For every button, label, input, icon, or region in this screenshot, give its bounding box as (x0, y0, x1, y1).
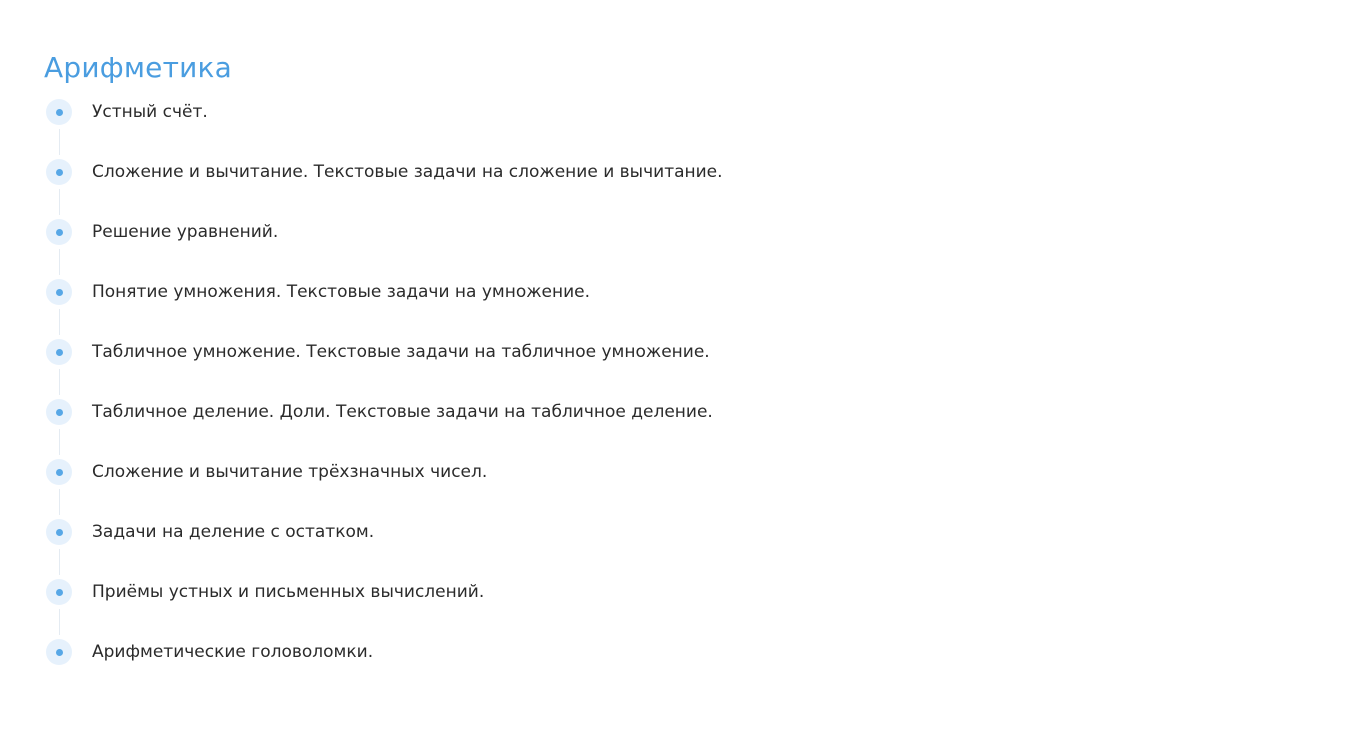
list-item (44, 278, 1304, 338)
list-item (44, 98, 1304, 158)
list-item (44, 518, 1304, 578)
topic-label: Понятие умножения. Текстовые задачи на умножение. (92, 282, 591, 302)
dot-bullet-icon (46, 579, 72, 605)
timeline-connector (59, 549, 60, 575)
topic-label: Устный счёт. (92, 102, 208, 122)
timeline-connector (59, 249, 60, 275)
topic-label: Решение уравнений. (92, 222, 279, 242)
list-item (44, 638, 1304, 674)
list-item (44, 158, 1304, 218)
dot-bullet-icon (46, 339, 72, 365)
dot-bullet-icon (46, 279, 72, 305)
dot-bullet-icon (46, 519, 72, 545)
topic-label: Табличное умножение. Текстовые задачи на табличное умножение. (92, 342, 710, 362)
timeline-connector (59, 129, 60, 155)
dot-bullet-icon (46, 99, 72, 125)
topic-label: Сложение и вычитание трёхзначных чисел. (92, 462, 488, 482)
dot-bullet-icon (46, 639, 72, 665)
dot-bullet-icon (46, 159, 72, 185)
timeline-connector (59, 609, 60, 635)
list-item (44, 458, 1304, 518)
timeline-connector (59, 369, 60, 395)
topic-label: Сложение и вычитание. Текстовые задачи на сложение и вычитание. (92, 162, 723, 182)
list-item (44, 218, 1304, 278)
list-item (44, 338, 1304, 398)
list-item (44, 398, 1304, 458)
dot-bullet-icon (46, 459, 72, 485)
timeline-connector (59, 489, 60, 515)
topic-list (44, 98, 1304, 674)
arithmetic-section (44, 46, 1304, 674)
topic-label: Арифметические головоломки. (92, 642, 374, 662)
topic-label: Приёмы устных и письменных вычислений. (92, 582, 485, 602)
list-item (44, 578, 1304, 638)
timeline-connector (59, 309, 60, 335)
topic-label: Задачи на деление с остатком. (92, 522, 375, 542)
dot-bullet-icon (46, 219, 72, 245)
timeline-connector (59, 429, 60, 455)
topic-label: Табличное деление. Доли. Текстовые задачи на табличное деление. (92, 402, 713, 422)
timeline-connector (59, 189, 60, 215)
dot-bullet-icon (46, 399, 72, 425)
section-title: Арифметика (44, 51, 232, 84)
